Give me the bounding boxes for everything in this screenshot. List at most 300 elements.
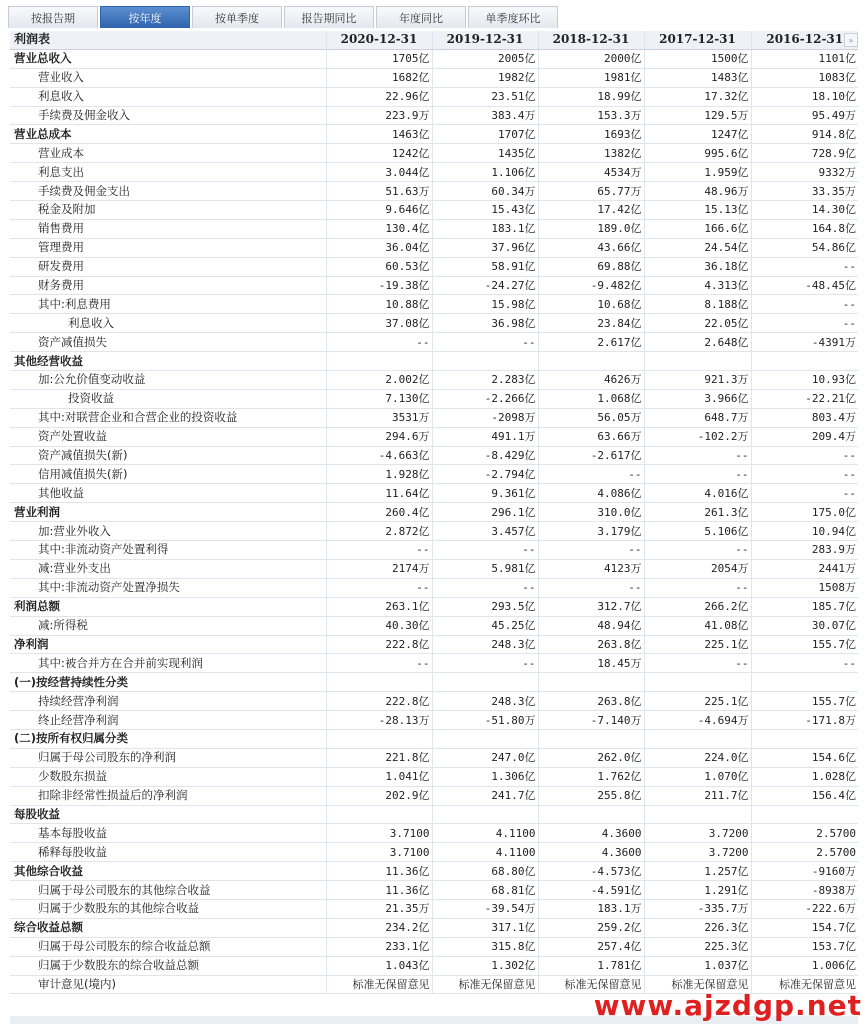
cell-value: 4.3600 xyxy=(538,824,644,843)
table-row xyxy=(10,522,858,541)
cell-value: 3.457亿 xyxy=(432,522,538,541)
table-row xyxy=(10,748,858,767)
cell-value: -48.45亿 xyxy=(751,276,858,295)
row-label: 综合收益总额 xyxy=(10,918,326,937)
cell-value xyxy=(432,729,538,748)
table-row xyxy=(10,125,858,144)
cell-value: 3.7100 xyxy=(326,824,432,843)
row-label: 其他综合收益 xyxy=(10,862,326,881)
cell-value: 3.044亿 xyxy=(326,163,432,182)
cell-value: 36.04亿 xyxy=(326,238,432,257)
table-row xyxy=(10,578,858,597)
cell-value xyxy=(751,729,858,748)
header-col-2019[interactable]: 2019-12-31 xyxy=(432,31,538,49)
cell-value: 225.3亿 xyxy=(644,937,751,956)
cell-value: -- xyxy=(751,484,858,503)
table-row xyxy=(10,597,858,616)
cell-value xyxy=(751,673,858,692)
row-label: (二)按所有权归属分类 xyxy=(10,729,326,748)
table-row xyxy=(10,465,858,484)
cell-value xyxy=(432,805,538,824)
cell-value: 211.7亿 xyxy=(644,786,751,805)
cell-value: -4.573亿 xyxy=(538,862,644,881)
cell-value: 225.1亿 xyxy=(644,635,751,654)
table-row xyxy=(10,918,858,937)
cell-value: 155.7亿 xyxy=(751,692,858,711)
row-label: 归属于母公司股东的其他综合收益 xyxy=(10,881,326,900)
cell-value: 5.106亿 xyxy=(644,522,751,541)
cell-value: -- xyxy=(538,578,644,597)
row-label: 资产减值损失(新) xyxy=(10,446,326,465)
cell-value: 803.4万 xyxy=(751,408,858,427)
cell-value: 3.966亿 xyxy=(644,389,751,408)
table-row xyxy=(10,956,858,975)
cell-value: 2054万 xyxy=(644,559,751,578)
cell-value: -4.663亿 xyxy=(326,446,432,465)
table-row xyxy=(10,352,858,371)
row-label: 手续费及佣金收入 xyxy=(10,106,326,125)
cell-value: 51.63万 xyxy=(326,182,432,201)
cell-value: 8.188亿 xyxy=(644,295,751,314)
cell-value xyxy=(326,673,432,692)
cell-value xyxy=(432,352,538,371)
cell-value xyxy=(432,673,538,692)
cell-value: 383.4万 xyxy=(432,106,538,125)
row-label: 信用减值损失(新) xyxy=(10,465,326,484)
cell-value: 1.306亿 xyxy=(432,767,538,786)
cell-value: 3.7100 xyxy=(326,843,432,862)
cell-value: 4123万 xyxy=(538,559,644,578)
cell-value: -8.429亿 xyxy=(432,446,538,465)
cell-value: 1500亿 xyxy=(644,49,751,68)
row-label: 稀释每股收益 xyxy=(10,843,326,862)
cell-value: 1.043亿 xyxy=(326,956,432,975)
row-label: 持续经营净利润 xyxy=(10,692,326,711)
cell-value: -- xyxy=(644,578,751,597)
cell-value: 69.88亿 xyxy=(538,257,644,276)
cell-value: -335.7万 xyxy=(644,899,751,918)
cell-value: 130.4亿 xyxy=(326,219,432,238)
cell-value: -4391万 xyxy=(751,333,858,352)
table-row xyxy=(10,276,858,295)
cell-value: 1083亿 xyxy=(751,68,858,87)
income-statement-table xyxy=(10,31,858,994)
cell-value: 14.30亿 xyxy=(751,201,858,220)
table-row xyxy=(10,673,858,692)
cell-value: -- xyxy=(326,333,432,352)
table-row xyxy=(10,257,858,276)
cell-value: 166.6亿 xyxy=(644,219,751,238)
cell-value: 36.98亿 xyxy=(432,314,538,333)
cell-value: 56.05万 xyxy=(538,408,644,427)
row-label: 营业总收入 xyxy=(10,49,326,68)
cell-value: 294.6万 xyxy=(326,427,432,446)
cell-value: 234.2亿 xyxy=(326,918,432,937)
cell-value: 728.9亿 xyxy=(751,144,858,163)
table-row xyxy=(10,937,858,956)
cell-value: 175.0亿 xyxy=(751,503,858,522)
row-label: 减:营业外支出 xyxy=(10,559,326,578)
cell-value: 2441万 xyxy=(751,559,858,578)
cell-value: 17.42亿 xyxy=(538,201,644,220)
row-label: 资产减值损失 xyxy=(10,333,326,352)
cell-value: 2.5700 xyxy=(751,843,858,862)
cell-value: 183.1亿 xyxy=(432,219,538,238)
cell-value: -9.482亿 xyxy=(538,276,644,295)
cell-value: 914.8亿 xyxy=(751,125,858,144)
table-row xyxy=(10,862,858,881)
row-label: 其中:非流动资产处置净损失 xyxy=(10,578,326,597)
cell-value: 41.08亿 xyxy=(644,616,751,635)
cell-value: 225.1亿 xyxy=(644,692,751,711)
cell-value: 241.7亿 xyxy=(432,786,538,805)
cell-value: -- xyxy=(538,465,644,484)
cell-value: 1508万 xyxy=(751,578,858,597)
cell-value: -- xyxy=(538,541,644,560)
cell-value xyxy=(538,352,644,371)
table-row xyxy=(10,654,858,673)
row-label: 投资收益 xyxy=(10,389,326,408)
table-row xyxy=(10,182,858,201)
cell-value: 4.086亿 xyxy=(538,484,644,503)
table-row xyxy=(10,881,858,900)
table-row xyxy=(10,163,858,182)
row-label: 基本每股收益 xyxy=(10,824,326,843)
table-row xyxy=(10,333,858,352)
cell-value: 36.18亿 xyxy=(644,257,751,276)
cell-value: 1.257亿 xyxy=(644,862,751,881)
row-label: (一)按经营持续性分类 xyxy=(10,673,326,692)
row-label: 营业收入 xyxy=(10,68,326,87)
cell-value: 40.30亿 xyxy=(326,616,432,635)
row-label: 销售费用 xyxy=(10,219,326,238)
cell-value: 1682亿 xyxy=(326,68,432,87)
cell-value: 60.53亿 xyxy=(326,257,432,276)
cell-value: 259.2亿 xyxy=(538,918,644,937)
cell-value: 17.32亿 xyxy=(644,87,751,106)
cell-value: 10.68亿 xyxy=(538,295,644,314)
table-row xyxy=(10,805,858,824)
cell-value: 1705亿 xyxy=(326,49,432,68)
table-row xyxy=(10,446,858,465)
cell-value: -28.13万 xyxy=(326,711,432,730)
tab-0[interactable]: 按报告期 xyxy=(8,6,98,28)
tab-3[interactable]: 报告期同比 xyxy=(284,6,374,28)
cell-value: 48.96万 xyxy=(644,182,751,201)
cell-value: 标准无保留意见 xyxy=(432,975,538,994)
cell-value: 1435亿 xyxy=(432,144,538,163)
cell-value: 312.7亿 xyxy=(538,597,644,616)
table-row xyxy=(10,314,858,333)
cell-value: -4.591亿 xyxy=(538,881,644,900)
cell-value: 2.617亿 xyxy=(538,333,644,352)
cell-value: 1.028亿 xyxy=(751,767,858,786)
cell-value: 1.928亿 xyxy=(326,465,432,484)
cell-value: 21.35万 xyxy=(326,899,432,918)
cell-value: 2000亿 xyxy=(538,49,644,68)
table-row xyxy=(10,371,858,390)
cell-value: 3.179亿 xyxy=(538,522,644,541)
cell-value: 11.36亿 xyxy=(326,862,432,881)
cell-value: 3.7200 xyxy=(644,824,751,843)
cell-value: 1483亿 xyxy=(644,68,751,87)
cell-value: 260.4亿 xyxy=(326,503,432,522)
cell-value: 4.3600 xyxy=(538,843,644,862)
cell-value: 24.54亿 xyxy=(644,238,751,257)
cell-value: -- xyxy=(432,333,538,352)
row-label: 减:所得税 xyxy=(10,616,326,635)
cell-value: 15.13亿 xyxy=(644,201,751,220)
cell-value: 22.05亿 xyxy=(644,314,751,333)
table-row xyxy=(10,635,858,654)
cell-value: 263.8亿 xyxy=(538,635,644,654)
cell-value: 315.8亿 xyxy=(432,937,538,956)
table-row xyxy=(10,786,858,805)
cell-value: 263.1亿 xyxy=(326,597,432,616)
cell-value: 257.4亿 xyxy=(538,937,644,956)
cell-value: -- xyxy=(326,541,432,560)
cell-value: 222.8亿 xyxy=(326,692,432,711)
cell-value: -- xyxy=(432,654,538,673)
row-label: 手续费及佣金支出 xyxy=(10,182,326,201)
cell-value: 202.9亿 xyxy=(326,786,432,805)
cell-value: 43.66亿 xyxy=(538,238,644,257)
table-row xyxy=(10,484,858,503)
cell-value: 68.80亿 xyxy=(432,862,538,881)
cell-value: 2.5700 xyxy=(751,824,858,843)
cell-value: -171.8万 xyxy=(751,711,858,730)
cell-value: 10.93亿 xyxy=(751,371,858,390)
row-label: 税金及附加 xyxy=(10,201,326,220)
row-label: 终止经营净利润 xyxy=(10,711,326,730)
cell-value: 1.302亿 xyxy=(432,956,538,975)
cell-value: 266.2亿 xyxy=(644,597,751,616)
cell-value: 1.006亿 xyxy=(751,956,858,975)
tab-2[interactable]: 按单季度 xyxy=(192,6,282,28)
cell-value: 9.646亿 xyxy=(326,201,432,220)
cell-value: 221.8亿 xyxy=(326,748,432,767)
table-row xyxy=(10,106,858,125)
cell-value: 153.3万 xyxy=(538,106,644,125)
cell-value: 1.762亿 xyxy=(538,767,644,786)
cell-value: 247.0亿 xyxy=(432,748,538,767)
row-label: 其中:利息费用 xyxy=(10,295,326,314)
row-label: 研发费用 xyxy=(10,257,326,276)
table-row xyxy=(10,427,858,446)
cell-value: 4.1100 xyxy=(432,824,538,843)
row-label: 营业总成本 xyxy=(10,125,326,144)
cell-value: -2098万 xyxy=(432,408,538,427)
table-row xyxy=(10,767,858,786)
cell-value: 4.016亿 xyxy=(644,484,751,503)
cell-value: -222.6万 xyxy=(751,899,858,918)
cell-value: 2174万 xyxy=(326,559,432,578)
cell-value: 48.94亿 xyxy=(538,616,644,635)
header-title: 利润表 xyxy=(10,31,326,49)
cell-value: -- xyxy=(751,465,858,484)
cell-value: 153.7亿 xyxy=(751,937,858,956)
cell-value: 491.1万 xyxy=(432,427,538,446)
cell-value: 1.781亿 xyxy=(538,956,644,975)
table-row xyxy=(10,87,858,106)
cell-value: 4534万 xyxy=(538,163,644,182)
cell-value: -- xyxy=(644,446,751,465)
cell-value: 7.130亿 xyxy=(326,389,432,408)
cell-value: 95.49万 xyxy=(751,106,858,125)
report-tabs xyxy=(8,6,560,30)
cell-value: 4626万 xyxy=(538,371,644,390)
cell-value: 65.77万 xyxy=(538,182,644,201)
cell-value: -- xyxy=(644,465,751,484)
tab-4[interactable]: 年度同比 xyxy=(376,6,466,28)
cell-value: 248.3亿 xyxy=(432,635,538,654)
row-label: 管理费用 xyxy=(10,238,326,257)
cell-value: 9332万 xyxy=(751,163,858,182)
cell-value: 2.872亿 xyxy=(326,522,432,541)
table-row xyxy=(10,711,858,730)
tab-5[interactable]: 单季度环比 xyxy=(468,6,558,28)
header-col-2016[interactable]: 2016-12-31 xyxy=(751,31,858,49)
cell-value: 1.041亿 xyxy=(326,767,432,786)
row-label: 营业成本 xyxy=(10,144,326,163)
row-label: 其中:对联营企业和合营企业的投资收益 xyxy=(10,408,326,427)
table-row xyxy=(10,503,858,522)
cell-value: 11.36亿 xyxy=(326,881,432,900)
cell-value: -2.617亿 xyxy=(538,446,644,465)
cell-value: 9.361亿 xyxy=(432,484,538,503)
cell-value: 37.08亿 xyxy=(326,314,432,333)
table-row xyxy=(10,692,858,711)
row-label: 资产处置收益 xyxy=(10,427,326,446)
cell-value: 310.0亿 xyxy=(538,503,644,522)
cell-value: -8938万 xyxy=(751,881,858,900)
tab-1[interactable]: 按年度 xyxy=(100,6,190,28)
table-row xyxy=(10,541,858,560)
cell-value: 标准无保留意见 xyxy=(644,975,751,994)
cell-value: 68.81亿 xyxy=(432,881,538,900)
cell-value: -- xyxy=(326,578,432,597)
cell-value: 2005亿 xyxy=(432,49,538,68)
cell-value: 293.5亿 xyxy=(432,597,538,616)
cell-value: 255.8亿 xyxy=(538,786,644,805)
cell-value: 3531万 xyxy=(326,408,432,427)
cell-value: 18.99亿 xyxy=(538,87,644,106)
cell-value: 2.002亿 xyxy=(326,371,432,390)
cell-value: 648.7万 xyxy=(644,408,751,427)
cell-value xyxy=(326,729,432,748)
cell-value: 1.070亿 xyxy=(644,767,751,786)
cell-value: 262.0亿 xyxy=(538,748,644,767)
cell-value: 263.8亿 xyxy=(538,692,644,711)
cell-value: 921.3万 xyxy=(644,371,751,390)
row-label: 净利润 xyxy=(10,635,326,654)
cell-value: 154.7亿 xyxy=(751,918,858,937)
cell-value: 10.94亿 xyxy=(751,522,858,541)
scroll-up-icon[interactable]: » xyxy=(844,33,858,47)
table-row xyxy=(10,729,858,748)
row-label: 加:公允价值变动收益 xyxy=(10,371,326,390)
cell-value: -- xyxy=(432,578,538,597)
cell-value: 185.7亿 xyxy=(751,597,858,616)
table-row xyxy=(10,389,858,408)
cell-value: 标准无保留意见 xyxy=(326,975,432,994)
row-label: 其中:非流动资产处置利得 xyxy=(10,541,326,560)
cell-value: 58.91亿 xyxy=(432,257,538,276)
cell-value: 1247亿 xyxy=(644,125,751,144)
row-label: 利息收入 xyxy=(10,314,326,333)
cell-value: -- xyxy=(326,654,432,673)
cell-value: 30.07亿 xyxy=(751,616,858,635)
cell-value: 11.64亿 xyxy=(326,484,432,503)
cell-value: 10.88亿 xyxy=(326,295,432,314)
row-label: 其中:被合并方在合并前实现利润 xyxy=(10,654,326,673)
row-label: 其他收益 xyxy=(10,484,326,503)
cell-value: -- xyxy=(751,257,858,276)
row-label: 少数股东损益 xyxy=(10,767,326,786)
cell-value: 189.0亿 xyxy=(538,219,644,238)
cell-value: -2.266亿 xyxy=(432,389,538,408)
table-row xyxy=(10,144,858,163)
cell-value: 4.313亿 xyxy=(644,276,751,295)
row-label: 加:营业外收入 xyxy=(10,522,326,541)
cell-value xyxy=(644,805,751,824)
table-row xyxy=(10,219,858,238)
cell-value: 1982亿 xyxy=(432,68,538,87)
cell-value: 209.4万 xyxy=(751,427,858,446)
row-label: 扣除非经常性损益后的净利润 xyxy=(10,786,326,805)
cell-value: 164.8亿 xyxy=(751,219,858,238)
cell-value xyxy=(326,352,432,371)
table-row xyxy=(10,295,858,314)
cell-value: 226.3亿 xyxy=(644,918,751,937)
row-label: 归属于母公司股东的净利润 xyxy=(10,748,326,767)
table-row xyxy=(10,49,858,68)
cell-value: 33.35万 xyxy=(751,182,858,201)
watermark: www.ajzdgp.net xyxy=(593,989,862,1022)
table-row xyxy=(10,68,858,87)
cell-value: 183.1万 xyxy=(538,899,644,918)
cell-value: 129.5万 xyxy=(644,106,751,125)
cell-value: 23.84亿 xyxy=(538,314,644,333)
cell-value: 45.25亿 xyxy=(432,616,538,635)
row-label: 归属于少数股东的综合收益总额 xyxy=(10,956,326,975)
cell-value: -- xyxy=(751,446,858,465)
table-row xyxy=(10,238,858,257)
cell-value: -102.2万 xyxy=(644,427,751,446)
cell-value: -2.794亿 xyxy=(432,465,538,484)
cell-value: 标准无保留意见 xyxy=(538,975,644,994)
header-col-2017[interactable]: 2017-12-31 xyxy=(644,31,751,49)
table-row xyxy=(10,559,858,578)
header-col-2018[interactable]: 2018-12-31 xyxy=(538,31,644,49)
row-label: 利息收入 xyxy=(10,87,326,106)
cell-value: 283.9万 xyxy=(751,541,858,560)
cell-value: 233.1亿 xyxy=(326,937,432,956)
cell-value: 22.96亿 xyxy=(326,87,432,106)
row-label: 归属于母公司股东的综合收益总额 xyxy=(10,937,326,956)
cell-value: -- xyxy=(432,541,538,560)
cell-value: 155.7亿 xyxy=(751,635,858,654)
cell-value: -- xyxy=(751,654,858,673)
row-label: 财务费用 xyxy=(10,276,326,295)
row-label: 利润总额 xyxy=(10,597,326,616)
cell-value: 1.037亿 xyxy=(644,956,751,975)
header-col-2020[interactable]: 2020-12-31 xyxy=(326,31,432,49)
cell-value: -9160万 xyxy=(751,862,858,881)
cell-value: 317.1亿 xyxy=(432,918,538,937)
cell-value: 18.10亿 xyxy=(751,87,858,106)
cell-value: 37.96亿 xyxy=(432,238,538,257)
